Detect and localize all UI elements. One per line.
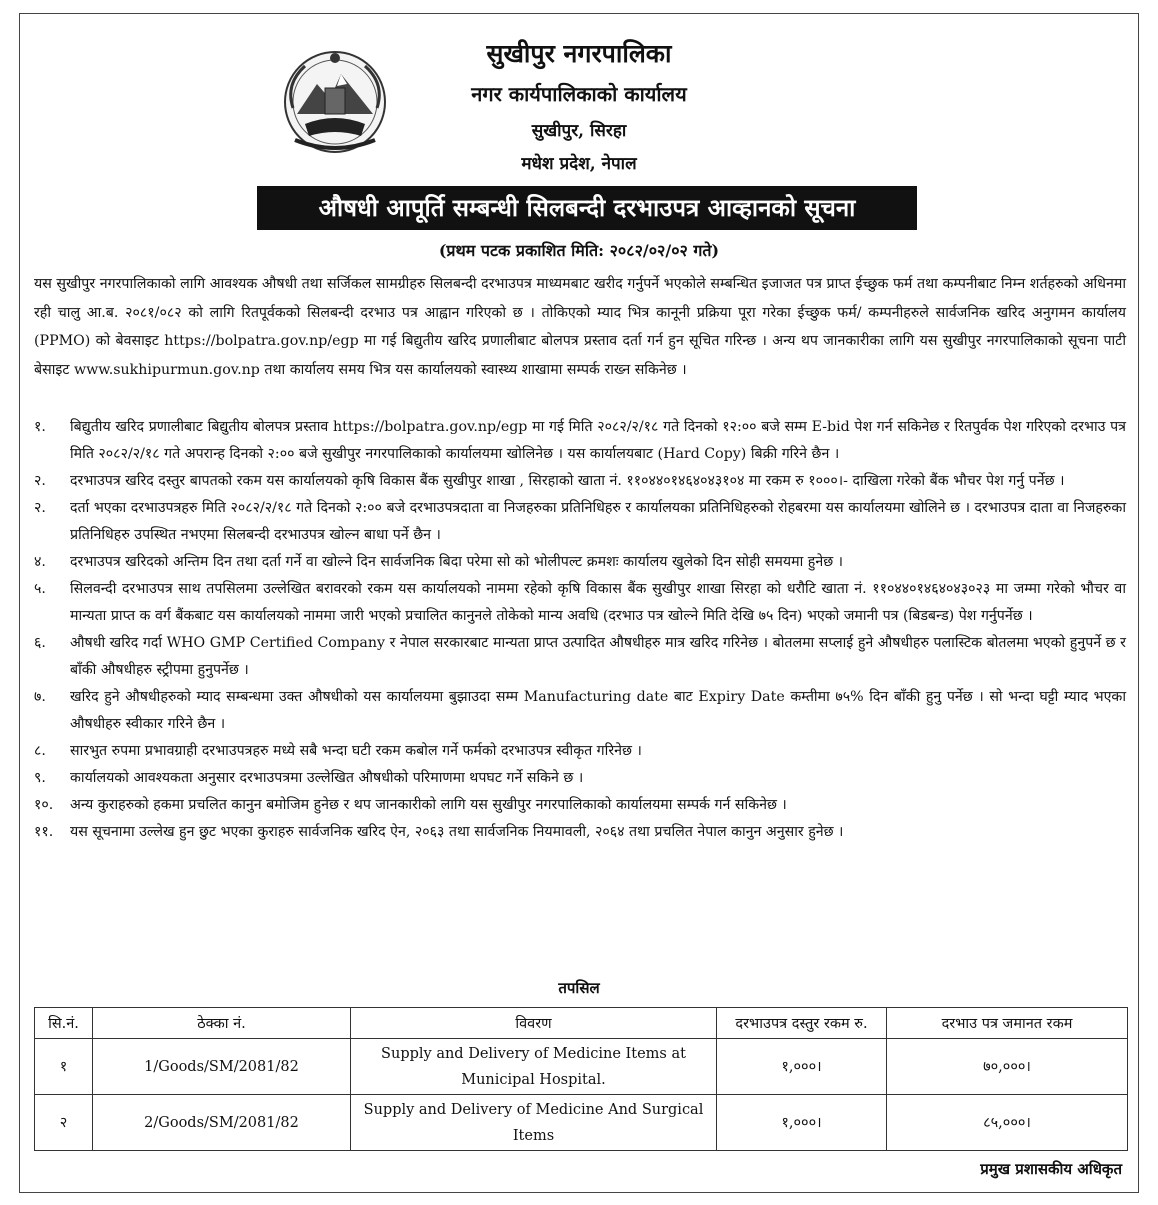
header-fee: दरभाउपत्र दस्तुर रकम रु. — [717, 1008, 887, 1039]
schedule-table — [34, 1007, 1128, 1151]
header-bid-security: दरभाउ पत्र जमानत रकम — [887, 1008, 1128, 1039]
conditions-list — [34, 414, 1126, 846]
notice-title-banner: औषधी आपूर्ति सम्बन्धी सिलबन्दी दरभाउपत्र आव्हानको सूचना — [257, 186, 917, 230]
list-item: ८. सारभुत रुपमा प्रभावग्राही दरभाउपत्रहरु मध्ये सबै भन्दा घटी रकम कबोल गर्ने फर्मको दरभाउपत्र स्वीकृत गरिनेछ । — [34, 743, 642, 759]
signoff-title: प्रमुख प्रशासकीय अधिकृत — [980, 1160, 1122, 1178]
publication-date: (प्रथम पटक प्रकाशित मिति: २०८२/०२/०२ गते) — [438, 241, 720, 260]
list-item: ९. कार्यालयको आवश्यकता अनुसार दरभाउपत्रमा उल्लेखित औषधीको परिमाणमा थपघट गर्ने सकिने छ । — [34, 770, 584, 786]
list-item: १०. अन्य कुराहरुको हकमा प्रचलित कानुन बमोजिम हुनेछ र थप जानकारीको लागि यस सुखीपुर नगरपालिकाको कार्यालयमा सम्पर्क गर्न सकिनेछ । — [34, 797, 787, 813]
list-item: १. बिद्युतीय खरिद प्रणालीबाट बिद्युतीय बोलपत्र प्रस्ताव https://bolpatra.gov.np/egp मा गई मिति २०८२/२/१८ गते दिनको १२:०० बजे सम्म E-bid पेश गर्न सकिनेछ र रितपुर्वक पेश गरिएको दरभाउ पत्र मिति २०८२/२/१८ गते अपरान्ह दिनको २:०० बजे सुखीपुर नगरपालिकाको कार्यालयमा खोलिनेछ । यस कार्यालयबाट (Hard Copy) बिक्री गरिने छैन । — [34, 419, 1126, 462]
list-item: ७. खरिद हुने औषधीहरुको म्याद सम्बन्धमा उक्त औषधीको यस कार्यालयमा बुझाउदा सम्म Manufacturing date बाट Expiry Date कम्तीमा ७५% दिन बाँकी हुनु पर्नेछ । सो भन्दा घट्टी म्याद भएका औषधीहरु स्वीकार गरिने छैन । — [34, 689, 1126, 732]
notice-page — [19, 13, 1139, 1193]
schedule-title: तपसिल — [558, 979, 600, 997]
list-item: ४. दरभाउपत्र खरिदको अन्तिम दिन तथा दर्ता गर्ने वा खोल्ने दिन सार्वजनिक बिदा परेमा सो को भोलीपल्ट क्रमशः कार्यालय खुलेको दिन सोही समयमा हुनेछ । — [34, 554, 844, 570]
list-item: ११. यस सूचनामा उल्लेख हुन छुट भएका कुराहरु सार्वजनिक खरिद ऐन, २०६३ तथा सार्वजनिक नियमावली, २०६४ तथा प्रचलित नेपाल कानुन अनुसार हुनेछ । — [34, 824, 844, 840]
office-address: सुखीपुर, सिरहा — [531, 121, 627, 141]
header-description: विवरण — [351, 1008, 717, 1039]
list-item: २. दरभाउपत्र खरिद दस्तुर बापतको रकम यस कार्यालयको कृषि विकास बैंक सुखीपुर शाखा , सिरहाको खाता नं. ११०४४०१४६४०४३१०४ मा रकम रु १०००।- दाखिला गरेको बैंक भौचर पेश गर्नु पर्नेछ । — [34, 473, 1065, 489]
header-serial: सि.नं. — [35, 1008, 93, 1039]
list-item: ६. औषधी खरिद गर्दा WHO GMP Certified Company र नेपाल सरकारबाट मान्यता प्राप्त उत्पादित औषधीहरु मात्र खरिद गरिनेछ । बोतलमा सप्लाई हुने औषधीहरु पलास्टिक बोतलमा भएको हुनुपर्ने छ र बाँकी औषधीहरु स्ट्रीपमा हुनुपर्नेछ । — [34, 635, 1126, 678]
table-row: १ 1/Goods/SM/2081/82 Supply and Delivery of Medicine Items at Municipal Hospital. १,०००। ७०,०००। — [35, 1039, 1128, 1095]
municipality-name: सुखीपुर नगरपालिका — [486, 39, 672, 68]
table-header-row — [35, 1008, 1128, 1039]
header-contract-no: ठेक्का नं. — [93, 1008, 351, 1039]
office-name: नगर कार्यपालिकाको कार्यालय — [471, 82, 687, 106]
table-row: २ 2/Goods/SM/2081/82 Supply and Delivery of Medicine And Surgical Items १,०००। ८५,०००। — [35, 1095, 1128, 1151]
province-name: मधेश प्रदेश, नेपाल — [521, 154, 637, 174]
list-item: २. दर्ता भएका दरभाउपत्रहरु मिति २०८२/२/१८ गते दिनको २:०० बजे दरभाउपत्रदाता वा निजहरुका प्रतिनिधिहरु र कार्यालयका प्रतिनिधिहरुको रोहबरमा यस कार्यालयमा खोलिने छ । दरभाउपत्र दाता वा निजहरुका प्रतिनिधिहरु उपस्थित नभएमा सिलबन्दी दरभाउपत्र खोल्न बाधा पर्ने छैन । — [34, 500, 1126, 543]
list-item: ५. सिलवन्दी दरभाउपत्र साथ तपसिलमा उल्लेखित बरावरको रकम यस कार्यालयको नाममा रहेको कृषि विकास बैंक सुखीपुर शाखा सिरहा को धरौटि खाता नं. ११०४४०१४६४०४३०२३ मा जम्मा गरेको भौचर वा मान्यता प्राप्त क वर्ग बैंकबाट यस कार्यालयको नाममा जारी भएको प्रचालित कानुनले तोकेको मान्य अवधि (दरभाउ पत्र खोल्ने मिति देखि ७५ दिन) भएको जमानी पत्र (बिडबन्ड) पेश गर्नुपर्नेछ । — [34, 581, 1126, 624]
intro-paragraph: यस सुखीपुर नगरपालिकाको लागि आवश्यक औषधी तथा सर्जिकल सामग्रीहरु सिलबन्दी दरभाउपत्र माध्यमबाट खरीद गर्नुपर्ने भएकोले सम्बन्धित इजाजत पत्र प्राप्त ईच्छुक फर्म तथा कम्पनीबाट निम्न शर्तहरुको अधिनमा रही चालु आ.ब. २०८१/०८२ को लागि रितपूर्वकको सिलबन्दी दरभाउ पत्र आह्वान गरिएको छ । तोकिएको म्याद भित्र कानूनी प्रक्रिया पूरा गरेका ईच्छुक फर्म/ कम्पनीहरुले सार्वजनिक खरिद अनुगमन कार्यालय (PPMO) को बेवसाइट https://bolpatra.gov.np/egp मा गई बिद्युतीय खरिद प्रणालीबाट बोलपत्र प्रस्ताव दर्ता गर्न हुन सूचित गरिन्छ । अन्य थप जानकारीका लागि यस सुखीपुर नगरपालिकाको सूचना पाटी बेसाइट www.sukhipurmun.gov.np तथा कार्यालय समय भित्र यस कार्यालयको स्वास्थ्य शाखामा सम्पर्क राख्न सकिनेछ । — [34, 276, 1126, 378]
